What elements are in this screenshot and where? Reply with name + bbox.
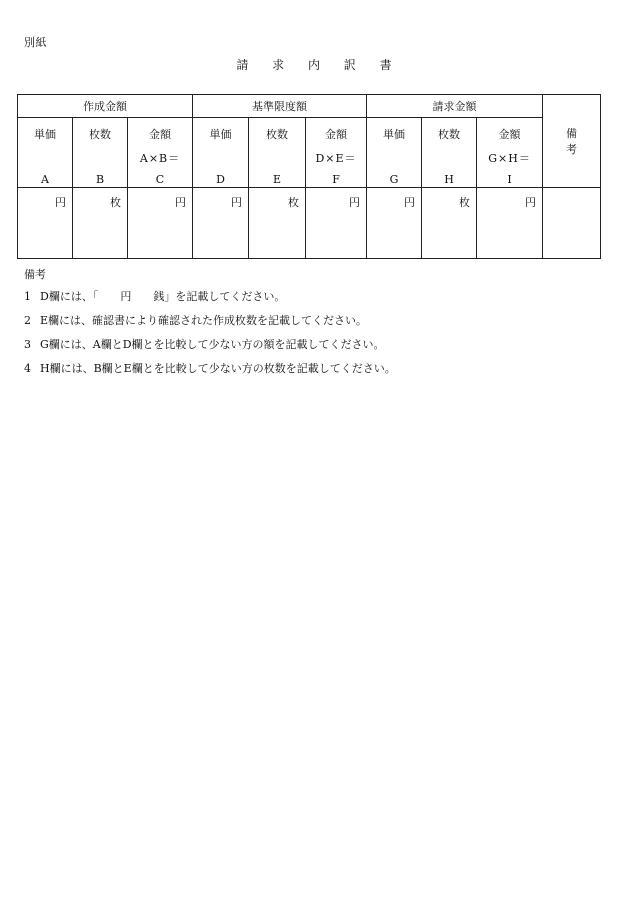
column-header-a	[18, 118, 73, 188]
table-group-header-row	[18, 95, 601, 118]
column-header-h	[422, 118, 477, 188]
column-letter: I	[507, 173, 512, 186]
column-letter: C	[155, 173, 165, 186]
table-value-row	[18, 188, 601, 259]
note-number: 2	[24, 314, 31, 327]
group-header-claim-amount: 請求金額	[367, 95, 543, 118]
document-title: 請 求 内 訳 書	[236, 58, 402, 72]
unit-label: 円	[231, 196, 242, 209]
value-cell-i[interactable]	[477, 188, 543, 259]
note-item	[24, 361, 396, 385]
unit-label: 枚	[110, 196, 121, 209]
column-label: 枚数	[89, 128, 111, 141]
column-header-d	[193, 118, 249, 188]
unit-label: 枚	[459, 196, 471, 209]
value-cell-b[interactable]	[73, 188, 128, 259]
unit-label: 枚	[288, 196, 299, 209]
unit-label: 円	[349, 196, 361, 209]
value-cell-f[interactable]	[306, 188, 367, 259]
column-label: 金額	[325, 128, 348, 141]
column-letter: A	[41, 173, 49, 186]
notes-title: 備考	[24, 268, 46, 281]
group-header-standard-limit: 基準限度額	[193, 95, 367, 118]
attachment-label: 別紙	[24, 36, 47, 49]
column-header-i	[477, 118, 543, 188]
group-header-created-amount: 作成金額	[18, 95, 193, 118]
value-cell-h[interactable]	[422, 188, 477, 259]
column-letter: D	[216, 173, 225, 186]
note-text: G欄には、A欄とD欄とを比較して少ない方の額を記載してください。	[40, 338, 385, 351]
value-cell-a[interactable]	[18, 188, 73, 259]
column-letter: F	[332, 173, 340, 186]
value-cell-remarks[interactable]	[543, 188, 601, 259]
column-formula: D×E＝	[315, 152, 357, 165]
note-number: 3	[24, 338, 31, 351]
column-label: 金額	[498, 128, 521, 141]
value-cell-e[interactable]	[249, 188, 306, 259]
column-formula: G×H＝	[488, 152, 531, 165]
column-letter: G	[389, 173, 399, 186]
column-letter: H	[444, 173, 454, 186]
column-header-g	[367, 118, 422, 188]
remarks-header: 備 考	[543, 95, 601, 188]
note-item	[24, 337, 396, 361]
note-text: E欄には、確認書により確認された作成枚数を記載してください。	[40, 314, 368, 327]
column-label: 単価	[383, 128, 406, 141]
column-letter: B	[95, 173, 105, 186]
column-label: 金額	[149, 128, 171, 141]
note-item	[24, 313, 396, 337]
note-item	[24, 289, 396, 313]
column-header-c	[128, 118, 193, 188]
note-text: H欄には、B欄とE欄とを比較して少ない方の枚数を記載してください。	[40, 362, 396, 375]
note-text: D欄には、「 円 銭」を記載してください。	[40, 290, 286, 303]
column-header-b	[73, 118, 128, 188]
unit-label: 円	[175, 196, 186, 209]
column-header-f	[306, 118, 367, 188]
value-cell-c[interactable]	[128, 188, 193, 259]
table-column-header-row	[18, 118, 601, 188]
notes-section	[24, 266, 396, 385]
unit-label: 円	[525, 196, 537, 209]
column-label: 枚数	[266, 128, 288, 141]
column-letter: E	[272, 173, 282, 186]
column-label: 単価	[34, 128, 56, 141]
column-formula: A×B＝	[139, 152, 181, 165]
note-number: 4	[24, 362, 31, 375]
unit-label: 円	[55, 196, 66, 209]
column-label: 枚数	[438, 128, 461, 141]
column-header-e	[249, 118, 306, 188]
unit-label: 円	[404, 196, 416, 209]
value-cell-g[interactable]	[367, 188, 422, 259]
note-number: 1	[24, 290, 31, 303]
column-label: 単価	[209, 128, 232, 141]
claim-breakdown-table	[17, 94, 601, 259]
value-cell-d[interactable]	[193, 188, 249, 259]
